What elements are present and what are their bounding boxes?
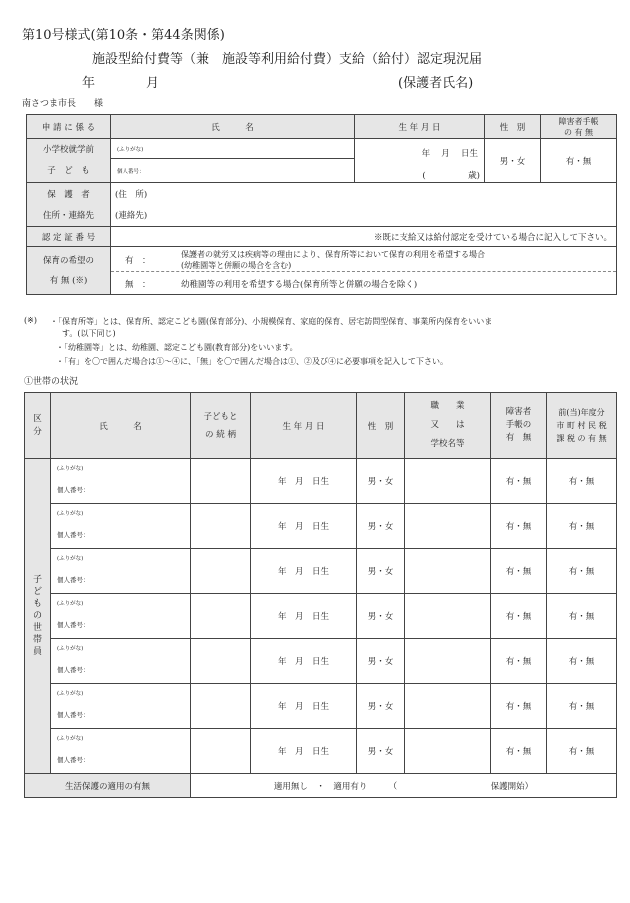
member-disability-field[interactable]: 有・無 — [491, 549, 547, 594]
member-disability-field[interactable]: 有・無 — [491, 639, 547, 684]
member-name-field[interactable] — [51, 684, 191, 729]
wish-no-option[interactable]: 無 ： — [125, 280, 151, 290]
member-tax-field[interactable]: 有・無 — [547, 504, 617, 549]
member-disability-field[interactable]: 有・無 — [491, 504, 547, 549]
member-tax-field[interactable]: 有・無 — [547, 549, 617, 594]
household-row — [25, 459, 617, 504]
wish-label-line2: 有 無 (※) — [49, 275, 88, 286]
member-occupation-field[interactable] — [405, 729, 491, 774]
member-name-field[interactable] — [51, 729, 191, 774]
member-name-field[interactable] — [51, 549, 191, 594]
member-disability-field[interactable]: 有・無 — [491, 459, 547, 504]
member-name-field[interactable] — [51, 504, 191, 549]
member-tax-field[interactable]: 有・無 — [547, 594, 617, 639]
tax-header-line1: 前(当)年度分 — [558, 408, 605, 417]
member-disability-header-line3: 有 無 — [505, 433, 532, 443]
member-birth-field[interactable]: 年 月 日生 — [251, 594, 357, 639]
child-label: 子 ど も — [27, 159, 111, 183]
child-personal-number-field[interactable]: 個人番号： — [111, 159, 355, 183]
member-disability-header — [491, 393, 547, 459]
member-relation-field[interactable] — [191, 684, 251, 729]
member-disability-field[interactable]: 有・無 — [491, 684, 547, 729]
month-label: 月 — [146, 76, 160, 91]
member-furigana: (ふりがな) — [57, 601, 84, 607]
household-table — [24, 392, 617, 798]
child-age-text: ( 歳) — [422, 171, 480, 181]
school-child-label: 小学校就学前 — [27, 139, 111, 159]
member-furigana: (ふりがな) — [57, 466, 84, 472]
member-sex-field[interactable]: 男・女 — [357, 594, 405, 639]
member-birth-field[interactable]: 年 月 日生 — [251, 504, 357, 549]
child-disability-field[interactable]: 有・無 — [541, 139, 617, 183]
member-birth-field[interactable]: 年 月 日生 — [251, 639, 357, 684]
tax-header-line2: 市 町 村 民 税 — [556, 421, 607, 430]
child-info-table — [26, 114, 617, 295]
relation-header-line1: 子どもと — [203, 411, 238, 422]
member-name-field[interactable] — [51, 459, 191, 504]
addressee: 南さつま市長 様 — [22, 99, 104, 109]
member-sex-field[interactable]: 男・女 — [357, 504, 405, 549]
member-furigana: (ふりがな) — [57, 646, 84, 652]
applicant-header: 申 請 に 係 る — [27, 115, 111, 139]
guardian-contact-field[interactable]: (連絡先) — [111, 205, 617, 227]
guardian-address-field[interactable]: (住 所) — [111, 183, 617, 205]
member-birth-field[interactable]: 年 月 日生 — [251, 549, 357, 594]
member-relation-field[interactable] — [191, 504, 251, 549]
household-row — [25, 684, 617, 729]
member-personal-number: 個人番号： — [57, 756, 90, 764]
household-row — [25, 639, 617, 684]
member-disability-header-line2: 手帳の — [505, 420, 532, 430]
household-row — [25, 504, 617, 549]
member-birth-field[interactable]: 年 月 日生 — [251, 684, 357, 729]
guardian-label: 保 護 者 — [27, 183, 111, 205]
tax-header — [547, 393, 617, 459]
member-name-field[interactable] — [51, 639, 191, 684]
wish-no-text: 幼稚園等の利用を希望する場合(保育所等と併願の場合を除く) — [181, 280, 418, 290]
note-1b: す。(以下同じ) — [62, 329, 116, 338]
member-personal-number: 個人番号： — [57, 666, 90, 674]
household-side-label — [25, 459, 51, 774]
member-birth-field[interactable]: 年 月 日生 — [251, 459, 357, 504]
member-sex-field[interactable]: 男・女 — [357, 684, 405, 729]
member-tax-field[interactable]: 有・無 — [547, 729, 617, 774]
wish-yes-option[interactable]: 有 ： — [125, 256, 151, 266]
household-row — [25, 549, 617, 594]
member-relation-field[interactable] — [191, 639, 251, 684]
wish-yes-text-1: 保護者の就労又は疾病等の理由により、保育所等において保育の利用を希望する場合 — [181, 250, 485, 259]
childcare-wish-options — [111, 247, 617, 295]
welfare-label: 生活保護の適用の有無 — [25, 774, 191, 798]
member-relation-field[interactable] — [191, 459, 251, 504]
household-row — [25, 729, 617, 774]
relation-header — [191, 393, 251, 459]
occupation-header — [405, 393, 491, 459]
member-birth-header: 生 年 月 日 — [251, 393, 357, 459]
member-disability-field[interactable]: 有・無 — [491, 594, 547, 639]
occupation-header-line1: 職 業 — [430, 401, 465, 411]
member-personal-number: 個人番号： — [57, 621, 90, 629]
member-sex-field[interactable]: 男・女 — [357, 639, 405, 684]
member-occupation-field[interactable] — [405, 459, 491, 504]
member-relation-field[interactable] — [191, 549, 251, 594]
wish-divider — [111, 271, 616, 272]
form-title: 施設型給付費等（兼 施設等利用給付費）支給（給付）認定現況届 — [92, 52, 483, 67]
occupation-header-line2: 又 は — [430, 420, 465, 430]
member-sex-field[interactable]: 男・女 — [357, 549, 405, 594]
address-contact-label: 住所・連絡先 — [27, 205, 111, 227]
note-3: ・「有」を〇で囲んだ場合は①～④に、「無」を〇で囲んだ場合は①、②及び④に必要事項を記入して下さい。 — [56, 357, 448, 366]
welfare-options[interactable]: 適用無し ・ 適用有り （ 保護開始） — [191, 774, 617, 798]
year-label: 年 — [82, 76, 96, 91]
member-occupation-field[interactable] — [405, 504, 491, 549]
member-occupation-field[interactable] — [405, 684, 491, 729]
kubun-header: 区 分 — [25, 393, 51, 459]
member-disability-field[interactable]: 有・無 — [491, 729, 547, 774]
member-name-header: 氏 名 — [51, 393, 191, 459]
member-birth-field[interactable]: 年 月 日生 — [251, 729, 357, 774]
child-birth-text: 年 月 日生 — [421, 149, 478, 159]
member-personal-number: 個人番号： — [57, 576, 90, 584]
member-relation-field[interactable] — [191, 594, 251, 639]
member-disability-header-line1: 障害者 — [505, 407, 532, 417]
member-tax-field[interactable]: 有・無 — [547, 639, 617, 684]
child-sex-field[interactable]: 男・女 — [485, 139, 541, 183]
member-furigana: (ふりがな) — [57, 511, 84, 517]
relation-header-line2: の 続 柄 — [205, 429, 236, 440]
cert-number-field[interactable]: ※既に支給又は給付認定を受けている場合に記入して下さい。 — [111, 227, 617, 247]
guardian-name-label: (保護者氏名) — [398, 76, 474, 91]
form-number: 第10号様式(第10条・第44条関係) — [22, 28, 225, 43]
wish-label-line1: 保育の希望の — [42, 255, 94, 266]
wish-yes-text-2: (幼稚園等と併願の場合を含む) — [181, 261, 292, 270]
occupation-header-line3: 学校名等 — [430, 439, 465, 449]
member-sex-field[interactable]: 男・女 — [357, 459, 405, 504]
member-personal-number: 個人番号： — [57, 531, 90, 539]
member-occupation-field[interactable] — [405, 594, 491, 639]
member-furigana: (ふりがな) — [57, 736, 84, 742]
member-sex-field[interactable]: 男・女 — [357, 729, 405, 774]
note-1: ・「保育所等」とは、保育所、認定こども園(保育部分)、小規模保育、家庭的保育、居宅訪問型保育、事業所内保育をいいま — [50, 317, 493, 326]
member-furigana: (ふりがな) — [57, 691, 84, 697]
sex-header: 性 別 — [485, 115, 541, 139]
member-occupation-field[interactable] — [405, 639, 491, 684]
household-row — [25, 594, 617, 639]
member-name-field[interactable] — [51, 594, 191, 639]
cert-number-label: 認 定 証 番 号 — [27, 227, 111, 247]
member-occupation-field[interactable] — [405, 549, 491, 594]
member-personal-number: 個人番号： — [57, 486, 90, 494]
note-2: ・「幼稚園等」とは、幼稚園、認定こども園(教育部分)をいいます。 — [56, 343, 298, 352]
member-personal-number: 個人番号： — [57, 711, 90, 719]
household-section-title: ①世帯の状況 — [24, 377, 79, 387]
member-tax-field[interactable]: 有・無 — [547, 684, 617, 729]
child-furigana-field[interactable]: (ふりがな) — [111, 139, 355, 159]
member-sex-header: 性 別 — [357, 393, 405, 459]
name-header: 氏 名 — [111, 115, 355, 139]
tax-header-line3: 課 税 の 有 無 — [556, 434, 607, 443]
member-relation-field[interactable] — [191, 729, 251, 774]
disability-header: 障害者手帳 の 有 無 — [541, 115, 617, 139]
member-furigana: (ふりがな) — [57, 556, 84, 562]
childcare-wish-label — [27, 247, 111, 295]
birth-header: 生 年 月 日 — [355, 115, 485, 139]
member-tax-field[interactable]: 有・無 — [547, 459, 617, 504]
child-birth-field[interactable] — [355, 139, 485, 183]
side-label-text: 子どもの世帯員 — [32, 575, 42, 657]
note-mark: (※) — [24, 316, 37, 325]
